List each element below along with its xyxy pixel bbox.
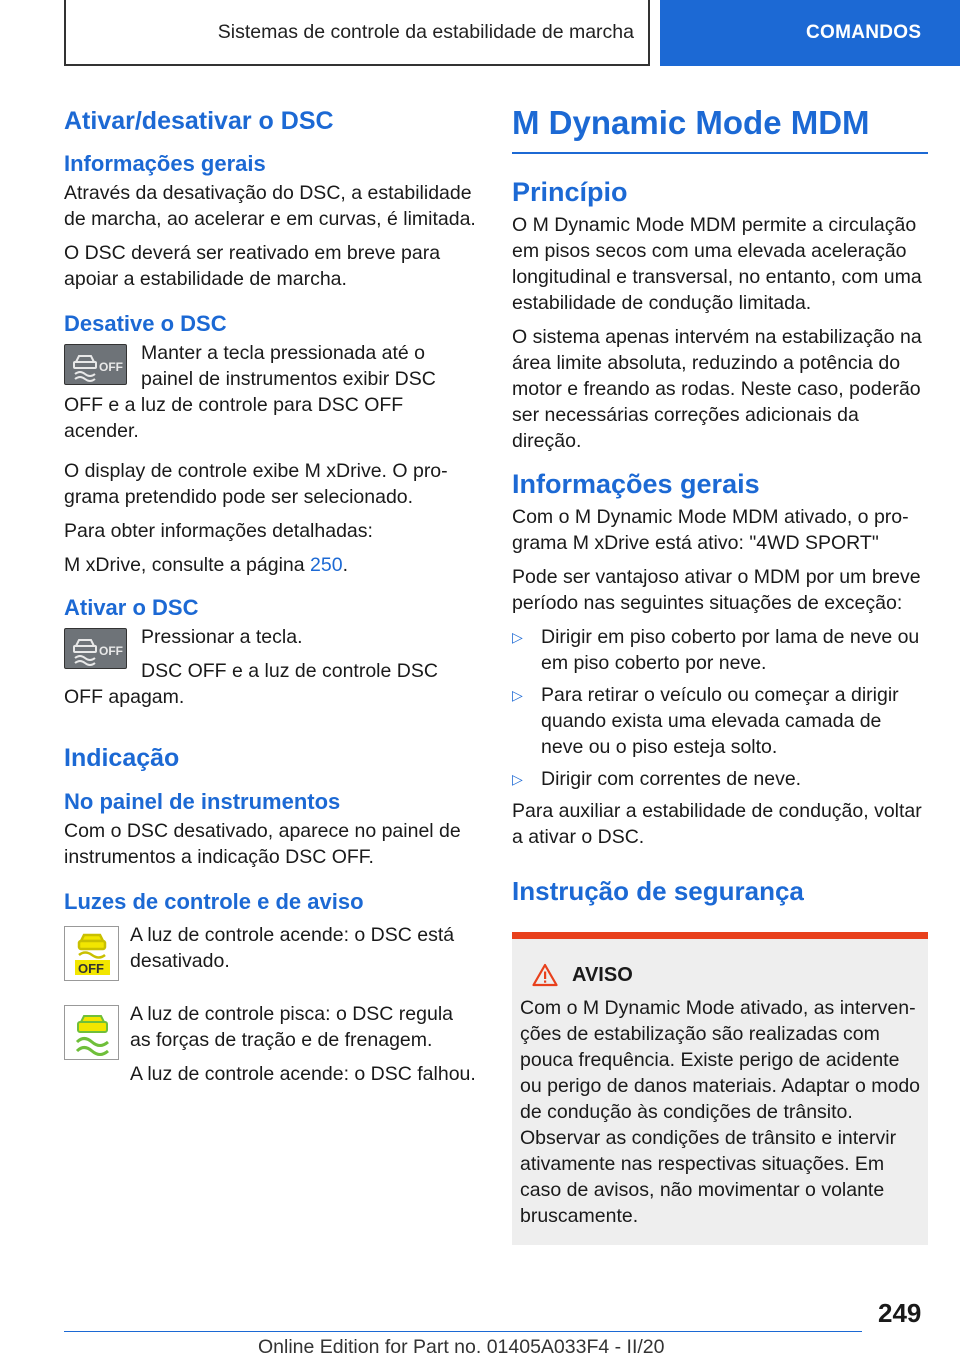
triangle-bullet-icon: ▷ [512, 771, 523, 787]
triangle-bullet-icon: ▷ [512, 687, 523, 703]
heading-m-dynamic-mode: M Dynamic Mode MDM [512, 100, 928, 154]
heading-control-warning-lights: Luzes de controle e de aviso [64, 889, 364, 914]
lamp1-description: A luz de controle acende: o DSC está desativado. [130, 924, 455, 972]
heading-deactivate-dsc: Desative o DSC [64, 311, 227, 336]
list-item-text: Dirigir com correntes de neve. [541, 768, 802, 790]
activate-lights-off: DSC OFF e a luz de controle DSC OFF apagam. [64, 660, 438, 708]
heading-general-info-right: Informações gerais [512, 469, 760, 499]
lamp1-block [64, 922, 476, 987]
header-section-title: Sistemas de controle da estabilidade de marcha [217, 20, 634, 43]
deactivate-instruction: Manter a tecla pressionada até o painel de instrumentos exibir DSC OFF e a luz de controle para DSC OFF acender. [64, 342, 436, 442]
heading-principle: Princípio [512, 177, 628, 207]
paragraph-detail-info: Para obter informações detalhadas: [64, 520, 373, 542]
paragraph-dsc-limited: Através da desativação do DSC, a estabilidade de marcha, ao acelerar e em curvas, é limitada. [64, 182, 476, 230]
footer-divider [64, 1331, 862, 1332]
paragraph-mdm-intervention: O sistema apenas intervém na estabilização na área limite absoluta, reduzindo a potência do motor e freando as rodas. Neste caso, poderão ser necessárias correções adicionais da direção. [512, 326, 922, 452]
footer-edition: Online Edition for Part no. 01405A033F4 - II/20 [258, 1336, 665, 1358]
heading-indication: Indicação [64, 744, 180, 772]
paragraph-dsc-reactivate: O DSC deverá ser reativado em breve para apoiar a estabilidade de marcha. [64, 242, 441, 290]
lamp-off-text: OFF [78, 961, 104, 976]
paragraph-xdrive-ref [64, 552, 476, 578]
lamp2-failed: A luz de controle acende: o DSC falhou. [130, 1063, 476, 1085]
paragraph-reactivate-dsc: Para auxiliar a estabilidade de condução, voltar a ativar o DSC. [512, 800, 922, 848]
dsc-button-off-text-2: OFF [99, 644, 123, 658]
list-item [512, 682, 928, 760]
page-link-250[interactable]: 250 [310, 554, 343, 576]
dsc-off-button-icon [64, 344, 127, 385]
page-number: 249 [878, 1298, 922, 1328]
paragraph-mdm-advantage: Pode ser vantajoso ativar o MDM por um breve período nas seguintes situações de exceção: [512, 566, 921, 614]
dsc-active-lamp-icon [64, 1005, 119, 1060]
heading-activate-dsc: Ativar o DSC [64, 595, 199, 620]
header-section-box [64, 0, 650, 66]
paragraph-mdm-principle: O M Dynamic Mode MDM permite a circulação em pisos secos com uma elevada aceleração longitudinal e transversal, no entanto, com uma estabilidade de condução limitada. [512, 214, 922, 314]
warning-title: AVISO [572, 963, 633, 986]
heading-safety-instruction: Instrução de segurança [512, 876, 804, 906]
activate-press-key: Pressionar a tecla. [141, 626, 303, 648]
paragraph-mdm-xdrive: Com o M Dynamic Mode MDM ativado, o programa M xDrive está ativo: "4WD SPORT" [512, 506, 909, 554]
header-chapter-label: COMANDOS [806, 22, 922, 43]
heading-general-info-left: Informações gerais [64, 151, 266, 176]
warning-triangle-icon [532, 963, 558, 987]
list-item [512, 624, 928, 676]
dsc-button-off-text: OFF [99, 360, 123, 374]
activate-block [64, 624, 476, 710]
list-item-text: Dirigir em piso coberto por lama de neve ou em piso coberto por neve. [541, 626, 920, 674]
paragraph-instrument-panel: Com o DSC desativado, aparece no painel de instrumentos a indicação DSC OFF. [64, 820, 461, 868]
dsc-off-button-icon-2 [64, 628, 127, 669]
warning-text: Com o M Dynamic Mode ativado, as intervenções de estabilização são realizadas com pouca frequência. Existe perigo de acidente ou perigo de danos materiais. Adaptar o modo de condução às condições de trânsito. Observar as condições de trânsito e intervir ativamente nas respectivas situações. Em caso de avisos, não movimentar o volante bruscamente. [520, 997, 921, 1227]
xdrive-ref-prefix: M xDrive, consulte a página [64, 554, 311, 576]
triangle-bullet-icon: ▷ [512, 629, 523, 645]
xdrive-ref-suffix: . [342, 554, 349, 576]
warning-header [532, 963, 920, 987]
heading-instrument-panel: No painel de instrumentos [64, 789, 341, 814]
exception-list [512, 624, 928, 792]
paragraph-control-display: O display de controle exibe M xDrive. O programa pretendido pode ser selecionado. [64, 460, 448, 508]
lamp2-block [64, 1001, 476, 1087]
left-column [64, 100, 476, 1087]
header-chapter-tab[interactable] [660, 0, 960, 66]
heading-activate-deactivate-dsc: Ativar/desativar o DSC [64, 107, 334, 135]
lamp2-flashing: A luz de controle pisca: o DSC regula as forças de tração e de frenagem. [130, 1003, 454, 1051]
list-item [512, 766, 928, 792]
dsc-off-lamp-icon [64, 926, 119, 981]
deactivate-block [64, 340, 476, 444]
right-column [512, 100, 928, 1245]
warning-box [512, 932, 928, 1245]
list-item-text: Para retirar o veículo ou começar a dirigir quando exista uma elevada camada de neve ou o piso esteja solto. [541, 684, 899, 758]
